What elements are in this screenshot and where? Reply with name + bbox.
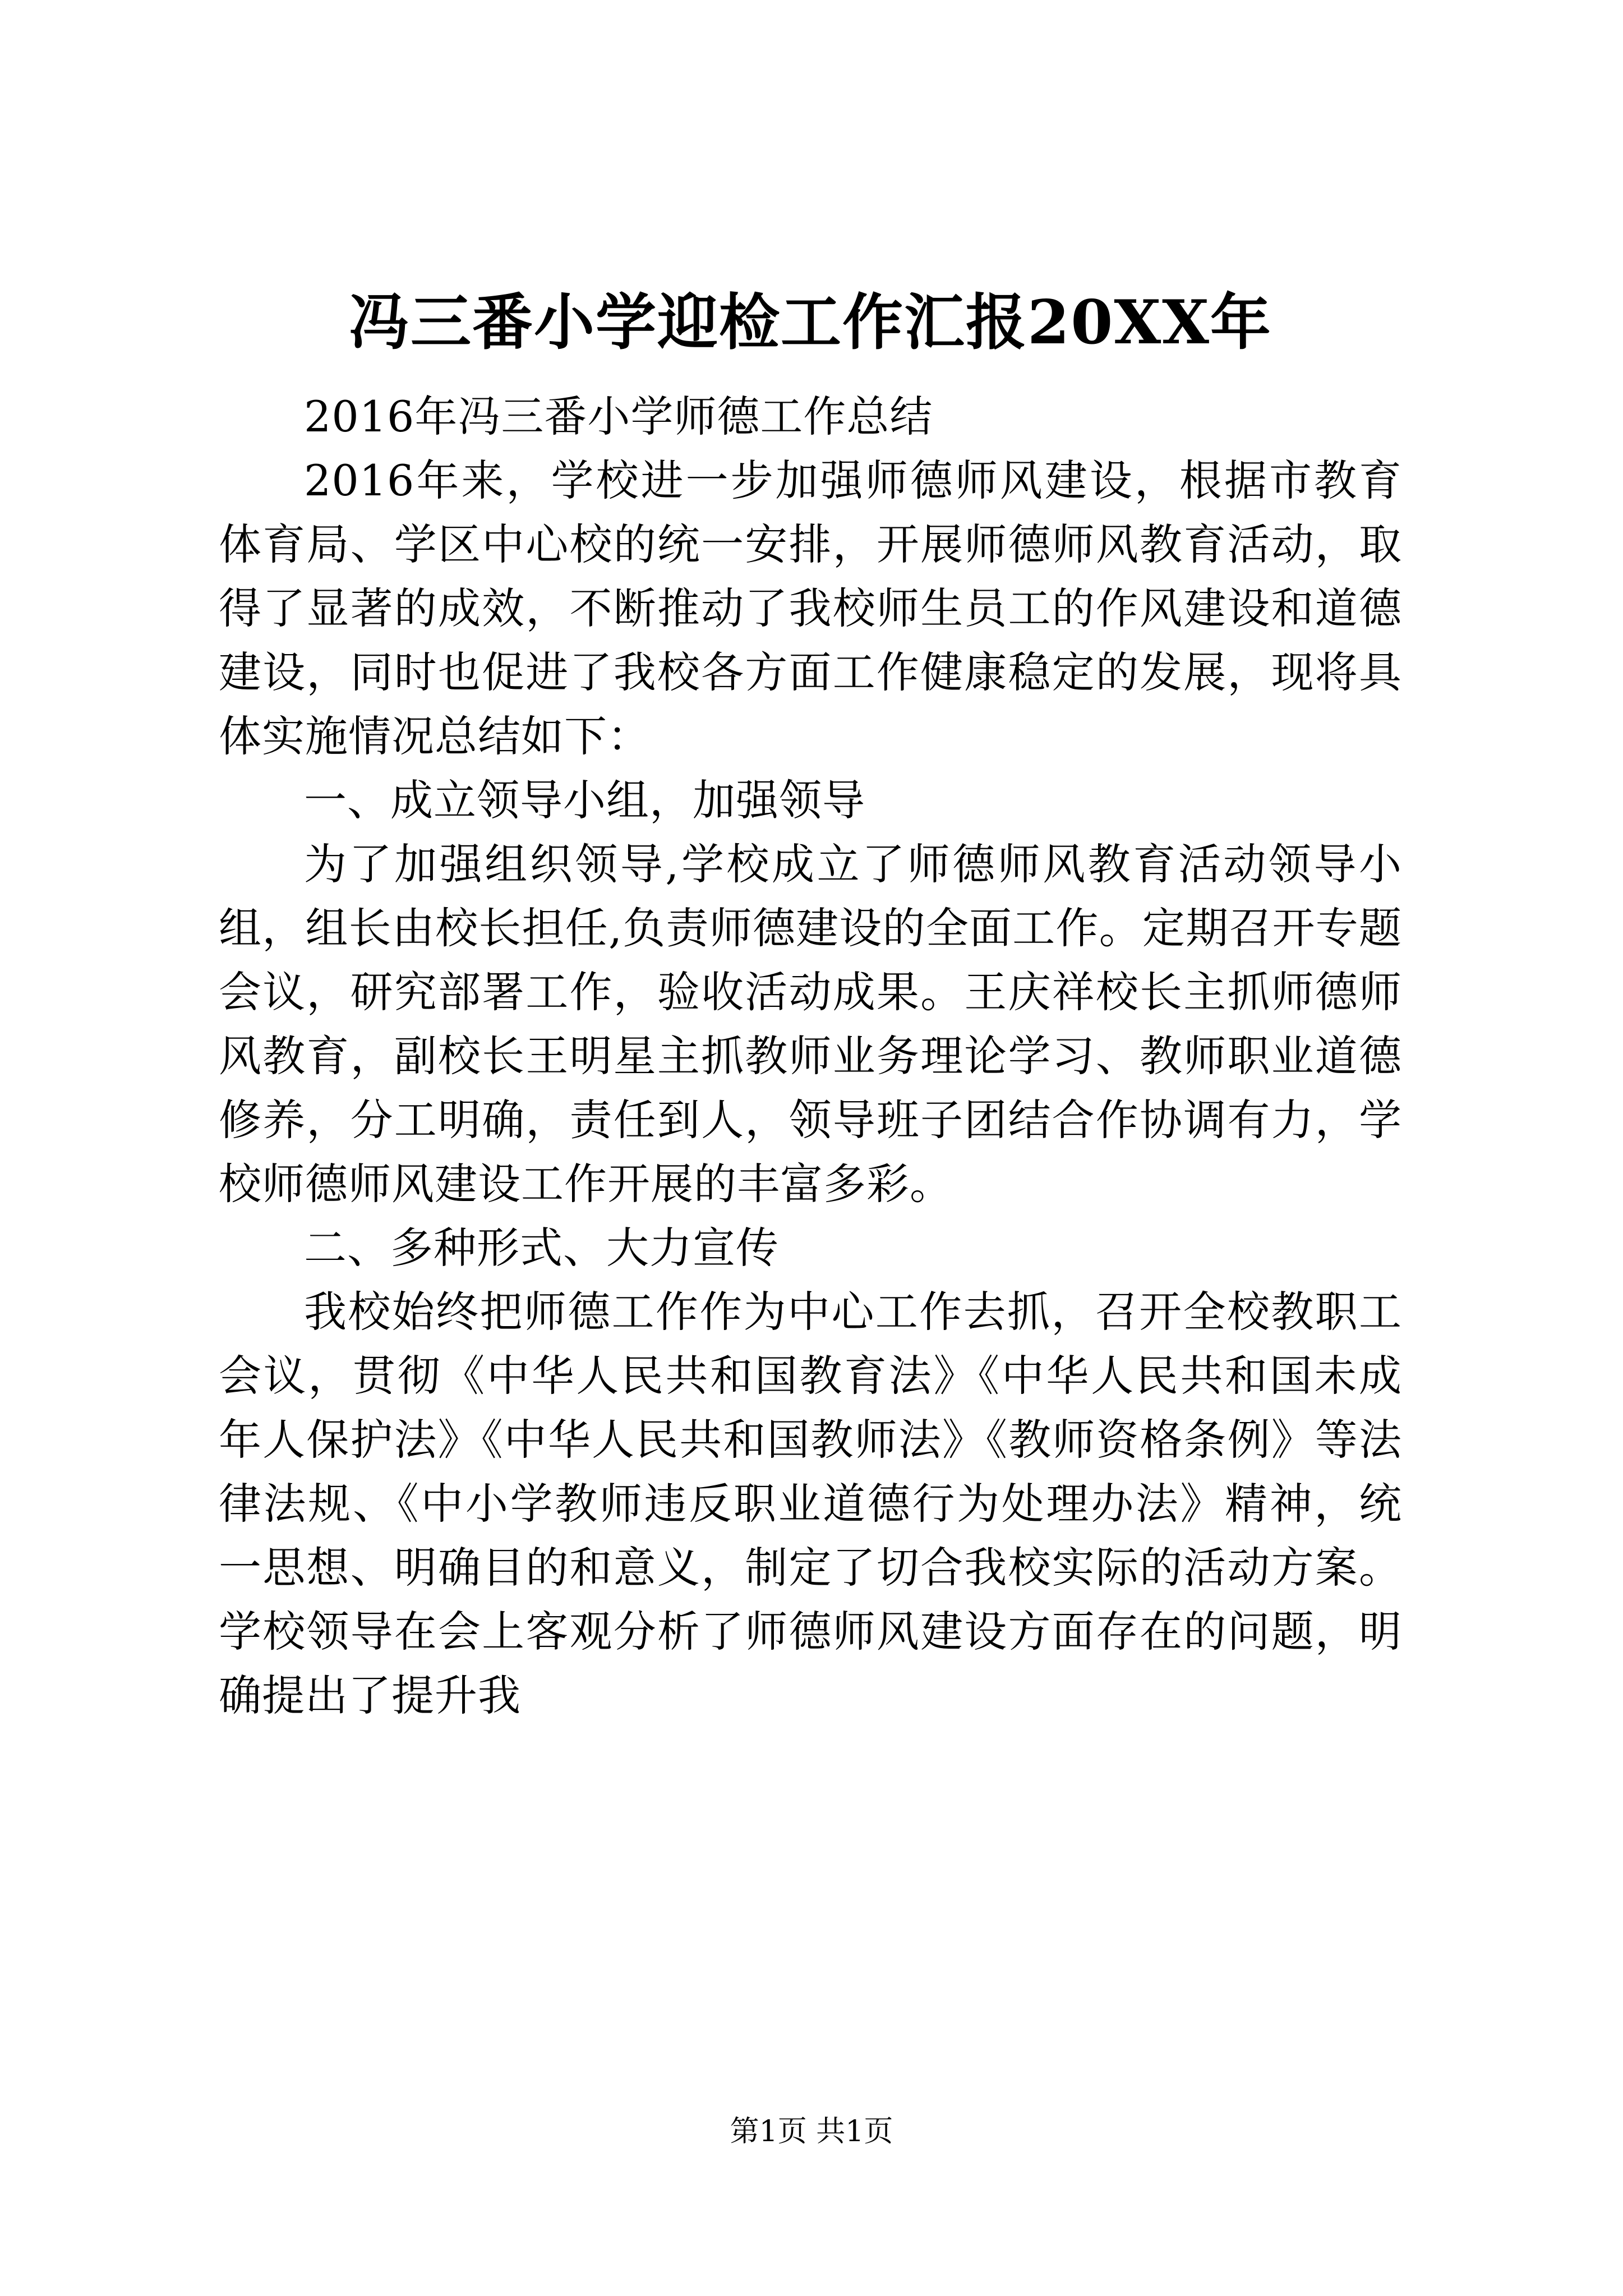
document-body [219, 385, 1402, 1728]
document-title: 冯三番小学迎检工作汇报20XX年 [349, 287, 1272, 358]
paragraph-section-1: 为了加强组织领导,学校成立了师德师风教育活动领导小组，组长由校长担任,负责师德建设的全面工作。定期召开专题会议，研究部署工作，验收活动成果。王庆祥校长主抓师德师风教育，副校长王明星主抓教师业务理论学习、教师职业道德修养，分工明确，责任到人，领导班子团结合作协调有力，学校师德师风建设工作开展的丰富多彩。 [219, 839, 1402, 1209]
section-heading-1: 一、成立领导小组，加强领导 [304, 775, 865, 825]
paragraph-intro: 2016年来，学校进一步加强师德师风建设，根据市教育体育局、学区中心校的统一安排，开展师德师风教育活动，取得了显著的成效，不断推动了我校师生员工的作风建设和道德建设，同时也促进了我校各方面工作健康稳定的发展，现将具体实施情况总结如下： [219, 455, 1402, 761]
page-footer: 第1页 共1页 [730, 2115, 893, 2148]
paragraph-section-2: 我校始终把师德工作作为中心工作去抓，召开全校教职工会议，贯彻《中华人民共和国教育法》《中华人民共和国未成年人保护法》《中华人民共和国教师法》《教师资格条例》等法律法规、《中小学教师违反职业道德行为处理办法》精神，统一思想、明确目的和意义，制定了切合我校实际的活动方案。学校领导在会上客观分析了师德师风建设方面存在的问题，明确提出了提升我 [219, 1287, 1402, 1720]
section-heading-2: 二、多种形式、大力宣传 [304, 1223, 779, 1273]
document-subtitle: 2016年冯三番小学师德工作总结 [304, 392, 933, 441]
